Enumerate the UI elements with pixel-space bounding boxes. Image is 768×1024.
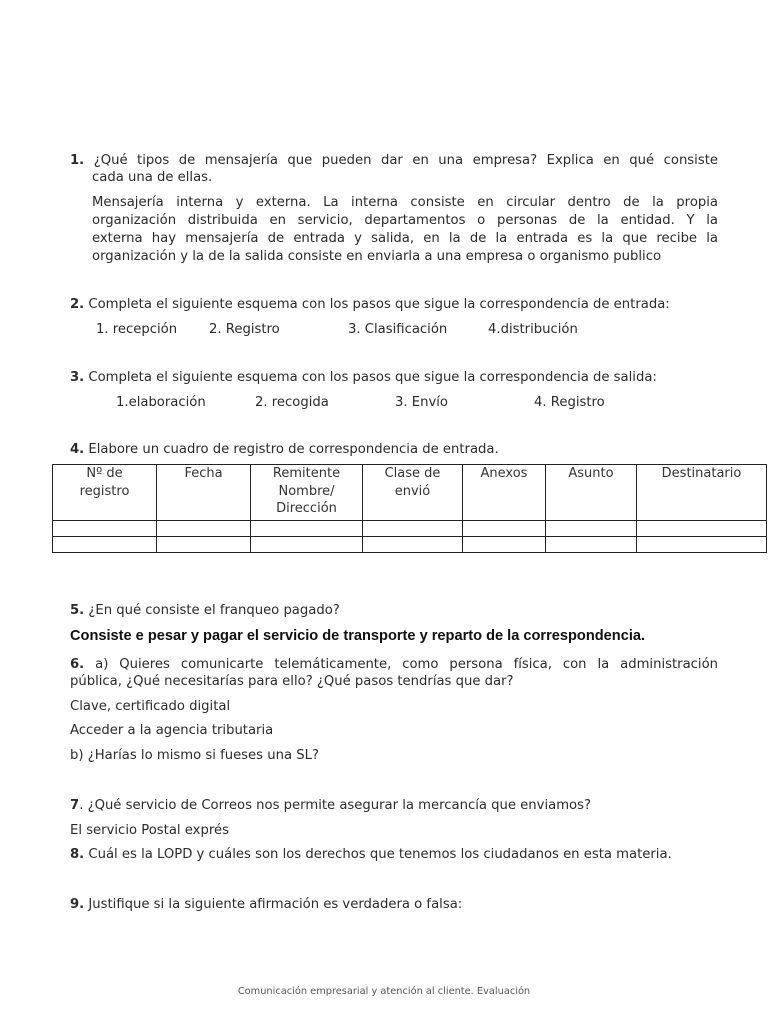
question-number: 2. <box>70 297 85 312</box>
question-3 <box>70 370 657 385</box>
question-number: 1. <box>70 153 85 168</box>
answer-1-line-2: organización distribuida en servicio, departamentos o personas de la entidad. Y la <box>92 213 718 228</box>
question-8 <box>70 847 672 862</box>
question-6-line-1 <box>70 656 718 674</box>
answer-1-line-1: Mensajería interna y externa. La interna consiste en circular dentro de la propia <box>92 195 718 210</box>
question-text: Justifique si la siguiente afirmación es verdadera o falsa: <box>88 897 463 912</box>
question-text: Elabore un cuadro de registro de correspondencia de entrada. <box>88 442 499 457</box>
header-fecha: Fecha <box>157 465 251 521</box>
question-4 <box>70 442 499 457</box>
question-7 <box>70 798 591 813</box>
header-numero-registro: Nº de registro <box>53 465 157 521</box>
answer-5: Consiste e pesar y pagar el servicio de transporte y reparto de la correspondencia. <box>70 628 646 644</box>
step-entrada-2: 2. Registro <box>209 322 280 337</box>
question-number: 6. <box>70 657 85 672</box>
table-row <box>53 521 767 537</box>
step-salida-2: 2. recogida <box>255 395 329 410</box>
step-entrada-4: 4.distribución <box>488 322 578 337</box>
question-number: 9. <box>70 897 85 912</box>
step-salida-3: 3. Envío <box>395 395 449 410</box>
page-footer: Comunicación empresarial y atención al cliente. Evaluación <box>237 986 531 997</box>
header-asunto: Asunto <box>546 465 637 521</box>
answer-7: El servicio Postal exprés <box>70 823 229 838</box>
table-header-row <box>53 465 767 521</box>
question-6-line-2: pública, ¿Qué necesitarías para ello? ¿Qué pasos tendrías que dar? <box>70 674 514 689</box>
question-number: 8. <box>70 847 85 862</box>
answer-1-line-3: externa hay mensajería de entrada y salida, en la de la entrada es la que recibe la <box>92 231 718 246</box>
question-1-line-1 <box>70 152 718 170</box>
question-number: 4. <box>70 442 85 457</box>
question-text: Completa el siguiente esquema con los pasos que sigue la correspondencia de entrada: <box>88 297 670 312</box>
question-2 <box>70 297 670 312</box>
answer-6-line-1: Clave, certificado digital <box>70 699 231 714</box>
answer-6-line-2: Acceder a la agencia tributaria <box>70 723 274 738</box>
table-row <box>53 537 767 553</box>
question-number: 7 <box>70 798 80 813</box>
header-clase-envio: Clase de envió <box>363 465 463 521</box>
question-text: ¿En qué consiste el franqueo pagado? <box>88 603 340 618</box>
question-number: 5. <box>70 603 85 618</box>
step-entrada-3: 3. Clasificación <box>348 322 448 337</box>
answer-1-line-4: organización y la de la salida consiste en enviarla a una empresa o organismo publico <box>92 249 662 264</box>
step-entrada-1: 1. recepción <box>96 322 178 337</box>
question-6-b: b) ¿Harías lo mismo si fueses una SL? <box>70 748 319 763</box>
question-text: . ¿Qué servicio de Correos nos permite asegurar la mercancía que enviamos? <box>79 798 591 813</box>
step-salida-1: 1.elaboración <box>116 395 206 410</box>
question-text: Cuál es la LOPD y cuáles son los derechos que tenemos los ciudadanos en esta materia. <box>88 847 672 862</box>
question-text: Completa el siguiente esquema con los pasos que sigue la correspondencia de salida: <box>88 370 657 385</box>
registro-table <box>52 464 767 553</box>
question-9 <box>70 897 462 912</box>
question-number: 3. <box>70 370 85 385</box>
question-text: ¿Qué tipos de mensajería que pueden dar en una empresa? Explica en qué consiste <box>93 153 718 168</box>
question-1-line-2: cada una de ellas. <box>92 170 213 185</box>
header-destinatario: Destinatario <box>637 465 767 521</box>
header-remitente: Remitente Nombre/ Dirección <box>251 465 363 521</box>
question-5 <box>70 603 340 618</box>
header-anexos: Anexos <box>463 465 546 521</box>
step-salida-4: 4. Registro <box>534 395 605 410</box>
question-text: a) Quieres comunicarte telemáticamente, como persona física, con la administración <box>95 657 718 672</box>
